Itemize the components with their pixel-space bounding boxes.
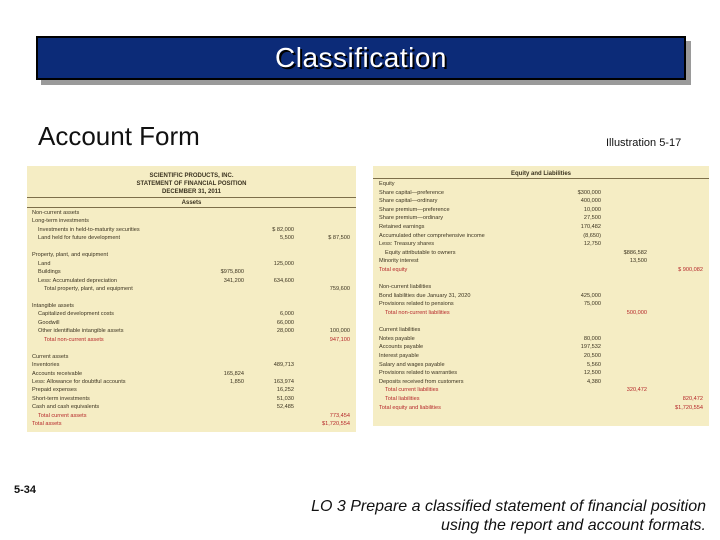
row-label: Buildings bbox=[38, 269, 61, 276]
header-rule bbox=[27, 197, 356, 198]
row-label: Deposits received from customers bbox=[379, 378, 464, 385]
row-amount: 66,000 bbox=[276, 319, 294, 326]
row-label: Share premium—preference bbox=[379, 206, 450, 213]
row-label: Capitalized development costs bbox=[38, 311, 114, 318]
row-label: Share capital—ordinary bbox=[379, 198, 438, 205]
row-label: Provisions related to warranties bbox=[379, 370, 458, 377]
statement-date: DECEMBER 31, 2011 bbox=[161, 189, 222, 195]
row-label: Less: Treasury shares bbox=[379, 241, 435, 248]
slide-title: Classification bbox=[275, 42, 447, 73]
row-label: Current assets bbox=[32, 353, 69, 360]
row-label: Accumulated other comprehensive income bbox=[379, 232, 485, 239]
row-amount: 320,472 bbox=[626, 387, 647, 394]
row-label: Short-term investments bbox=[32, 395, 90, 402]
row-amount: 27,500 bbox=[583, 215, 601, 222]
row-amount: (8,650) bbox=[583, 232, 601, 239]
row-label: Prepaid expenses bbox=[32, 387, 77, 394]
row-label: Investments in held-to-maturity securities bbox=[38, 226, 140, 233]
row-label: Property, plant, and equipment bbox=[32, 252, 109, 259]
row-amount: 947,100 bbox=[329, 336, 350, 343]
row-amount: 820,472 bbox=[682, 396, 703, 402]
row-label: Total liabilities bbox=[385, 396, 420, 402]
row-label: Provisions related to pensions bbox=[379, 301, 454, 308]
row-label: Equity attributable to owners bbox=[385, 249, 456, 256]
row-amount: 1,850 bbox=[230, 379, 244, 385]
row-amount: 28,000 bbox=[276, 328, 294, 335]
row-label: Accounts payable bbox=[379, 344, 424, 351]
row-amount: 400,000 bbox=[580, 198, 601, 205]
learning-objective-line-1: LO 3 Prepare a classified statement of financial position bbox=[311, 498, 706, 515]
row-amount: 773,454 bbox=[329, 412, 350, 419]
row-label: Goodwill bbox=[38, 319, 60, 326]
company-name: SCIENTIFIC PRODUCTS, INC. bbox=[149, 173, 234, 179]
row-label: Less: Accumulated depreciation bbox=[38, 277, 117, 284]
row-amount: 16,252 bbox=[276, 387, 294, 394]
row-label: Share capital—preference bbox=[379, 189, 444, 196]
row-label: Total current assets bbox=[38, 412, 87, 419]
slide-subtitle: Account Form bbox=[38, 121, 200, 151]
row-label: Interest payable bbox=[379, 353, 419, 359]
row-amount: 75,000 bbox=[583, 301, 601, 308]
equity-liabilities-statement-panel bbox=[373, 166, 709, 426]
assets-section-header: Assets bbox=[181, 200, 202, 206]
row-label: Total equity and liabilities bbox=[379, 404, 441, 411]
row-amount: $300,000 bbox=[577, 189, 601, 196]
learning-objective bbox=[246, 497, 706, 535]
row-amount: 80,000 bbox=[583, 335, 601, 342]
equity-liabilities-section-header: Equity and Liabilities bbox=[510, 171, 571, 177]
row-amount: 489,713 bbox=[273, 362, 294, 369]
row-label: Salary and wages payable bbox=[379, 361, 445, 368]
section-rule bbox=[373, 178, 709, 179]
row-label: Notes payable bbox=[379, 335, 415, 342]
row-label: Intangible assets bbox=[32, 302, 74, 309]
learning-objective-line-2: using the report and account formats. bbox=[440, 517, 706, 534]
row-label: Less: Allowance for doubtful accounts bbox=[32, 379, 126, 385]
row-label: Accounts receivable bbox=[32, 370, 83, 377]
row-label: Total property, plant, and equipment bbox=[44, 286, 133, 293]
row-amount: 163,974 bbox=[273, 379, 294, 385]
row-amount: $975,800 bbox=[220, 269, 244, 276]
row-label: Long-term investments bbox=[32, 218, 89, 225]
row-label: Total current liabilities bbox=[385, 387, 439, 394]
assets-statement-panel bbox=[27, 166, 356, 432]
row-label: Total equity bbox=[379, 267, 408, 273]
row-amount: 51,030 bbox=[276, 395, 294, 402]
row-amount: 5,500 bbox=[280, 235, 294, 242]
row-label: Land bbox=[38, 260, 51, 267]
row-label: Minority interest bbox=[379, 258, 419, 265]
row-amount: 6,000 bbox=[280, 311, 294, 318]
illustration-label: Illustration 5-17 bbox=[606, 137, 682, 149]
page-number: 5-34 bbox=[14, 484, 37, 496]
row-label: Other identifiable intangible assets bbox=[38, 328, 124, 335]
row-amount: 170,482 bbox=[580, 224, 601, 230]
row-amount: 20,500 bbox=[583, 353, 601, 359]
row-label: Share premium—ordinary bbox=[379, 215, 444, 222]
row-label: Equity bbox=[379, 181, 395, 187]
row-amount: 165,824 bbox=[223, 370, 244, 377]
row-amount: $1,720,554 bbox=[322, 421, 350, 428]
row-amount: 425,000 bbox=[580, 292, 601, 299]
row-amount: 634,600 bbox=[273, 277, 294, 284]
row-amount: $ 900,082 bbox=[678, 267, 703, 273]
row-amount: 52,485 bbox=[276, 404, 294, 411]
row-label: Non-current liabilities bbox=[379, 284, 432, 291]
row-amount: 12,500 bbox=[583, 370, 601, 377]
row-amount: 125,000 bbox=[273, 260, 294, 267]
title-banner bbox=[36, 36, 686, 80]
row-amount: 341,200 bbox=[223, 277, 244, 284]
row-label: Total assets bbox=[32, 421, 62, 428]
row-label: Cash and cash equivalents bbox=[32, 404, 100, 411]
row-amount: 197,532 bbox=[580, 344, 601, 351]
row-label: Land held for future development bbox=[38, 235, 121, 242]
row-amount: 759,600 bbox=[329, 286, 350, 293]
row-label: Total non-current assets bbox=[44, 336, 104, 343]
row-amount: $ 87,500 bbox=[328, 235, 350, 242]
row-amount: 12,750 bbox=[583, 241, 601, 248]
statement-name: STATEMENT OF FINANCIAL POSITION bbox=[136, 181, 247, 187]
row-amount: 5,560 bbox=[587, 361, 601, 368]
row-amount: 4,380 bbox=[587, 378, 601, 385]
row-label: Retained earnings bbox=[379, 224, 425, 230]
row-amount: 10,000 bbox=[583, 206, 601, 213]
row-amount: $ 82,000 bbox=[272, 226, 294, 233]
row-label: Total non-current liabilities bbox=[385, 310, 450, 316]
row-amount: 13,500 bbox=[629, 258, 647, 265]
row-amount: $886,582 bbox=[623, 249, 647, 256]
row-label: Bond liabilities due January 31, 2020 bbox=[379, 292, 471, 299]
row-label: Current liabilities bbox=[379, 327, 421, 334]
row-amount: 100,000 bbox=[329, 328, 350, 335]
row-amount: $1,720,554 bbox=[675, 404, 703, 411]
row-amount: 500,000 bbox=[626, 310, 647, 316]
section-rule bbox=[27, 207, 356, 208]
row-label: Non-current assets bbox=[32, 210, 80, 216]
row-label: Inventories bbox=[32, 362, 60, 369]
